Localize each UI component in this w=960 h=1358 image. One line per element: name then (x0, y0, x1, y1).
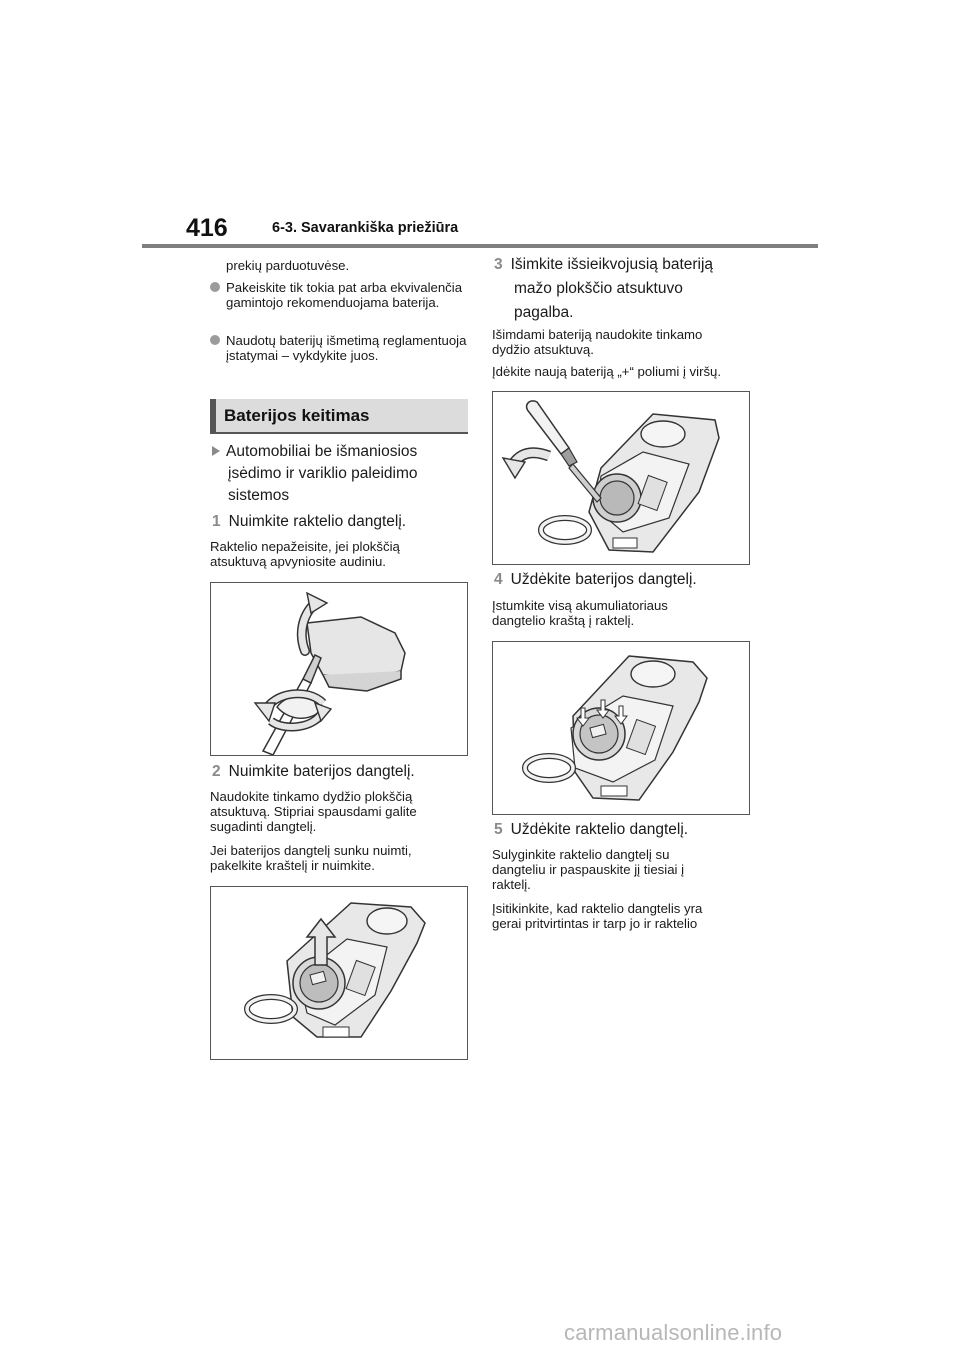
bullet-text: Pakeiskite tik tokia pat arba ekvivalenčia gamintojo rekomenduojama baterija. (226, 280, 463, 310)
page-number: 416 (186, 214, 228, 242)
step-1-title (212, 511, 468, 533)
figure-remove-battery (492, 391, 750, 565)
section-heading: 6-3. Savarankiška priežiūra (272, 220, 459, 236)
step-2-note-2 (210, 843, 468, 873)
bullet-dot-icon (210, 282, 220, 292)
note-line: Išimdami bateriją naudokite tinkamo (492, 327, 703, 342)
bullet-item (210, 280, 468, 310)
step-number: 2 (212, 763, 221, 780)
step-title-text: Išimkite išsieikvojusią bateriją (510, 256, 714, 273)
step-5-note-2 (492, 901, 750, 931)
step-2-title (212, 761, 468, 783)
figure-install-battery-cover (492, 641, 750, 815)
note-line: Įstumkite visą akumuliatoriaus (492, 598, 668, 613)
note-line: Jei baterijos dangtelį sunku nuimti, (210, 843, 412, 858)
lead-line: Automobiliai be išmaniosios (226, 443, 418, 460)
bullet-item (210, 333, 472, 363)
note-line: gerai pritvirtintas ir tarp jo ir raktelio (492, 916, 698, 931)
step-title-text: Uždėkite raktelio dangtelį. (510, 821, 689, 838)
intro-continuation: prekių parduotuvėse. (226, 258, 350, 273)
step-title-text: Uždėkite baterijos dangtelį. (510, 571, 697, 588)
step-3-note-2: Įdėkite naują bateriją „+“ poliumi į viršų. (492, 364, 722, 379)
triangle-marker-icon (212, 446, 220, 456)
note-line: dangteliu ir paspauskite jį tiesiai į (492, 862, 685, 877)
battery-cover-illustration (211, 887, 467, 1059)
step-3-title (494, 253, 750, 325)
step-1-note (210, 539, 468, 569)
step-title-text: Nuimkite raktelio dangtelį. (228, 513, 407, 530)
band-underline (210, 432, 468, 434)
step-title-text: Nuimkite baterijos dangtelį. (228, 763, 415, 780)
note-line: Sulyginkite raktelio dangtelį su (492, 847, 670, 862)
note-line: atsuktuvą apvyniosite audiniu. (210, 554, 386, 569)
lead-heading (212, 441, 468, 507)
note-line: Naudokite tinkamo dydžio plokščią (210, 789, 413, 804)
note-line: sugadinti dangtelį. (210, 819, 317, 834)
step-number: 4 (494, 571, 503, 588)
lead-line: įsėdimo ir variklio paleidimo (228, 465, 418, 482)
step-4-note (492, 598, 750, 628)
note-line: atsuktuvą. Stipriai spausdami galite (210, 804, 417, 819)
note-line: dydžio atsuktuvą. (492, 342, 594, 357)
figure-remove-battery-cover (210, 886, 468, 1060)
battery-cover-install-illustration (493, 642, 749, 814)
step-title-text: pagalba. (514, 304, 574, 321)
note-line: dangtelio kraštą į raktelį. (492, 613, 635, 628)
bullet-dot-icon (210, 335, 220, 345)
lead-line: sistemos (228, 487, 290, 504)
step-4-title (494, 569, 750, 591)
note-line: raktelį. (492, 877, 531, 892)
key-cover-illustration (211, 583, 467, 755)
site-watermark[interactable]: carmanualsonline.info (564, 1320, 783, 1345)
band-accent-bar (210, 399, 216, 432)
section-title: Baterijos keitimas (224, 406, 370, 425)
step-3-note (492, 327, 750, 357)
note-line: pakelkite kraštelį ir nuimkite. (210, 858, 375, 873)
header-rule (142, 244, 818, 248)
step-number: 3 (494, 256, 503, 273)
step-2-note (210, 789, 468, 834)
note-line: Raktelio nepažeisite, jei plokščią (210, 539, 400, 554)
step-number: 5 (494, 821, 503, 838)
bullet-text: Naudotų baterijų išmetimą reglamentuoja įstatymai – vykdykite juos. (226, 333, 467, 363)
note-line: Įsitikinkite, kad raktelio dangtelis yra (492, 901, 703, 916)
step-5-note (492, 847, 750, 892)
figure-remove-key-cover (210, 582, 468, 756)
battery-removal-illustration (493, 392, 749, 564)
step-5-title (494, 819, 750, 841)
step-title-text: mažo plokščio atsuktuvo (514, 280, 683, 297)
section-title-band (210, 399, 468, 432)
step-number: 1 (212, 513, 221, 530)
